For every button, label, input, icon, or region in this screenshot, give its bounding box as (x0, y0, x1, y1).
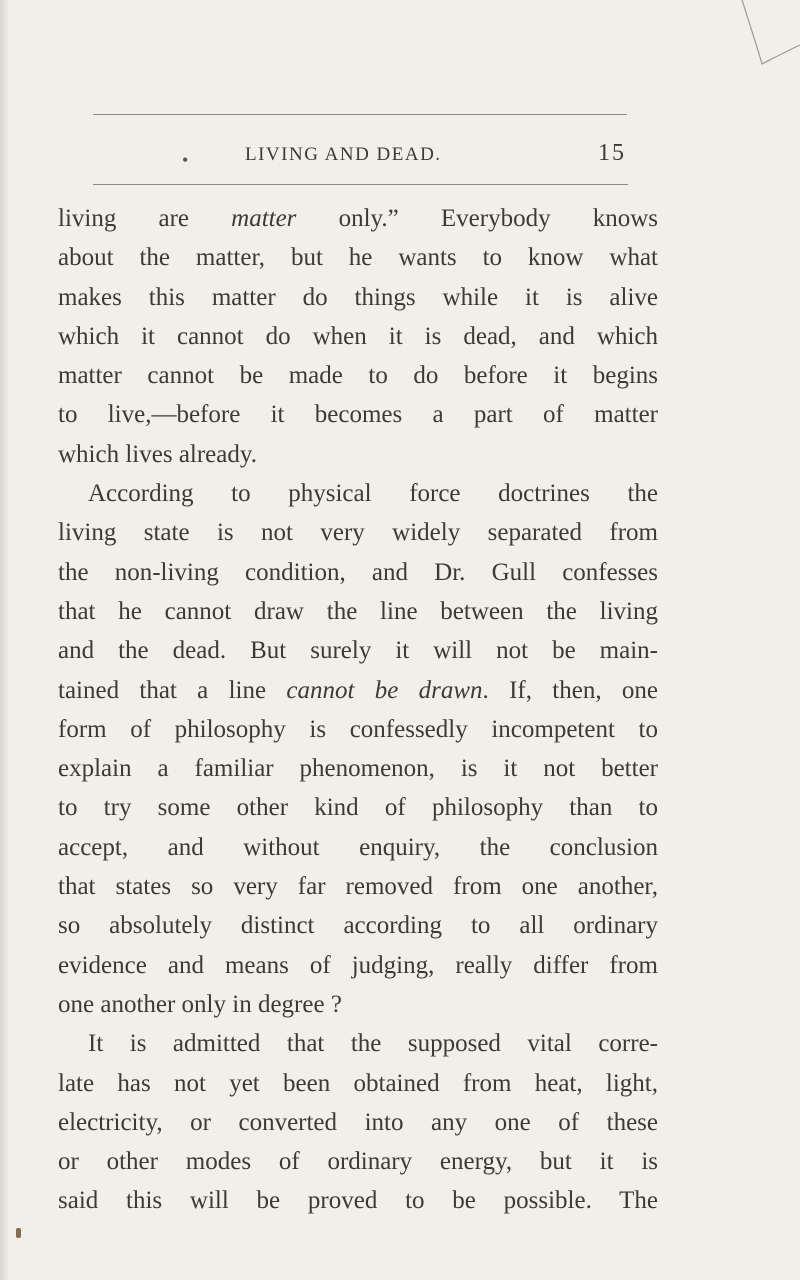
page-number: 15 (598, 140, 626, 166)
italic-emphasis: matter (231, 205, 297, 232)
text-line: tained that a line cannot be drawn. If, then, one (58, 676, 659, 704)
text-line: electricity, or converted into any one of these (58, 1108, 658, 1136)
text-line: the non-living condition, and Dr. Gull confesses (58, 558, 658, 586)
text-line: living are matter only.” Everybody knows (58, 205, 658, 232)
paper-speck (16, 1228, 21, 1238)
text-line: It is admitted that the supposed vital corre- (88, 1030, 658, 1058)
running-title: LIVING AND DEAD. (245, 144, 442, 165)
header-bullet: • (182, 150, 189, 170)
text-line: explain a familiar phenomenon, is it not better (58, 755, 658, 783)
text-line: which lives already. (58, 440, 257, 468)
body-text (58, 199, 658, 1221)
text-line: accept, and without enquiry, the conclusion (58, 833, 658, 861)
header-bottom-rule (93, 184, 628, 185)
text-line: form of philosophy is confessedly incompetent to (58, 715, 658, 743)
text-line: that he cannot draw the line between the living (58, 597, 658, 625)
text-line: According to physical force doctrines the (88, 480, 658, 508)
text-line: or other modes of ordinary energy, but it is (58, 1148, 658, 1176)
text-line: one another only in degree ? (58, 990, 342, 1018)
text-line: said this will be proved to be possible. The (58, 1187, 658, 1215)
text-line: about the matter, but he wants to know what (58, 244, 658, 272)
text-line: evidence and means of judging, really differ from (58, 951, 658, 979)
italic-emphasis: cannot be drawn (286, 676, 483, 704)
text-line: living state is not very widely separated from (58, 519, 658, 547)
text-line: which it cannot do when it is dead, and which (58, 322, 658, 350)
text-line: to live,—before it becomes a part of matter (58, 401, 658, 429)
text-line: that states so very far removed from one another, (58, 873, 658, 901)
running-header (0, 140, 800, 174)
text-line: to try some other kind of philosophy than to (58, 794, 658, 822)
page-edge-shadow (0, 0, 8, 1280)
header-top-rule (93, 114, 627, 115)
text-line: so absolutely distinct according to all ordinary (58, 912, 658, 940)
text-line: matter cannot be made to do before it begins (58, 362, 658, 390)
text-line: makes this matter do things while it is alive (58, 283, 658, 311)
text-line: late has not yet been obtained from heat, light, (58, 1069, 658, 1097)
corner-crease-decoration (700, 0, 800, 80)
text-line: and the dead. But surely it will not be main- (58, 637, 658, 665)
